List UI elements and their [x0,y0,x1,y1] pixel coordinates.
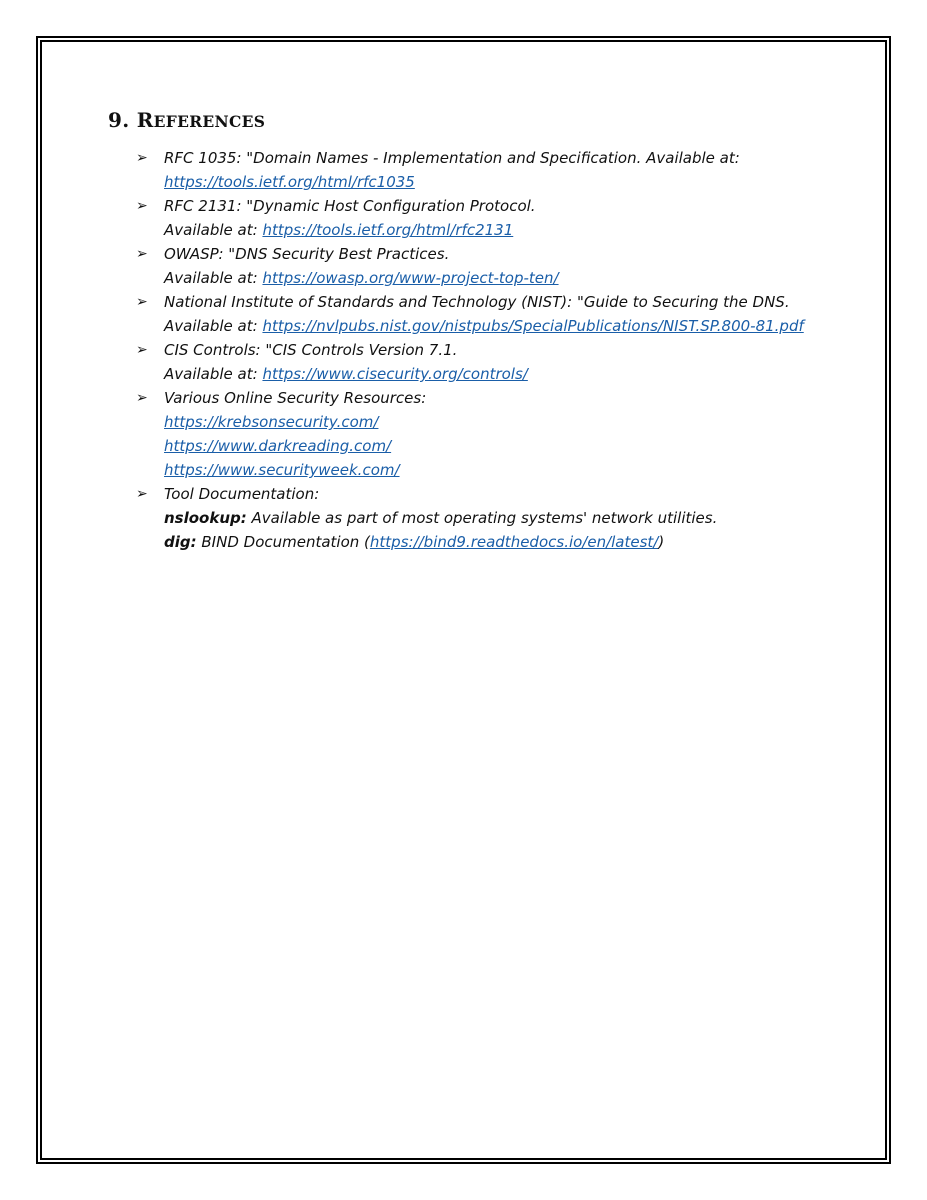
reference-link-securityweek[interactable]: https://www.securityweek.com/ [164,461,400,479]
tool-description: Available as part of most operating systems' network utilities. [246,509,718,527]
tool-name-dig: dig: [164,533,197,551]
arrow-bullet-icon: ➢ [136,390,148,406]
reference-text: Various Online Security Resources: [164,389,427,407]
arrow-bullet-icon: ➢ [136,150,148,166]
reference-link-krebs[interactable]: https://krebsonsecurity.com/ [164,413,379,431]
reference-text: CIS Controls: "CIS Controls Version 7.1. [164,341,458,359]
document-content [108,108,828,554]
reference-item [136,194,828,242]
reference-text: OWASP: "DNS Security Best Practices. [164,245,450,263]
reference-text: RFC 2131: "Dynamic Host Configuration Protocol. [164,197,536,215]
reference-text: Tool Documentation: [164,485,320,503]
reference-item [136,146,828,194]
reference-item [136,482,828,554]
tool-name-nslookup: nslookup: [164,509,247,527]
available-at-label: Available at: [164,317,263,335]
available-at-label: Available at: [164,269,263,287]
reference-link[interactable]: https://tools.ietf.org/html/rfc2131 [262,221,514,239]
section-title-initial: R [136,108,154,132]
available-at-label: Available at: [164,365,263,383]
section-heading [108,108,828,132]
reference-link[interactable]: https://owasp.org/www-project-top-ten/ [262,269,559,287]
section-title-rest: EFERENCES [153,112,266,131]
arrow-bullet-icon: ➢ [136,246,148,262]
references-list [108,146,828,554]
arrow-bullet-icon: ➢ [136,294,148,310]
reference-item [136,242,828,290]
arrow-bullet-icon: ➢ [136,486,148,502]
reference-link[interactable]: https://tools.ietf.org/html/rfc1035 [164,173,415,191]
reference-item [136,338,828,386]
reference-link-darkreading[interactable]: https://www.darkreading.com/ [164,437,392,455]
reference-text: National Institute of Standards and Technology (NIST): "Guide to Securing the DNS. [164,293,790,311]
reference-link[interactable]: https://www.cisecurity.org/controls/ [262,365,528,383]
closing-paren: ) [658,533,665,551]
arrow-bullet-icon: ➢ [136,342,148,358]
reference-item [136,386,828,482]
arrow-bullet-icon: ➢ [136,198,148,214]
tool-description: BIND Documentation ( [196,533,370,551]
reference-link[interactable]: https://nvlpubs.nist.gov/nistpubs/SpecialPublications/NIST.SP.800-81.pdf [262,317,804,335]
reference-link-bind9[interactable]: https://bind9.readthedocs.io/en/latest/ [369,533,659,551]
section-number: 9. [108,108,130,132]
reference-text: RFC 1035: "Domain Names - Implementation and Specification. Available at: [164,149,740,167]
reference-item [136,290,828,338]
available-at-label: Available at: [164,221,263,239]
